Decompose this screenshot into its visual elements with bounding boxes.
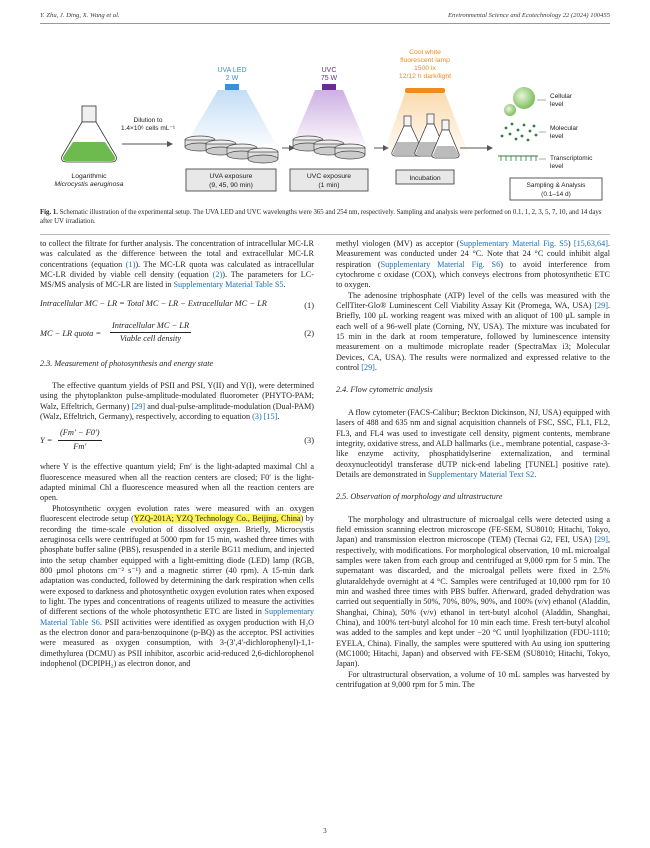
text: The effective quantum yields of PSII and PSI, Y(II) and Y(I), were determined using the phytoplankton pulse-amplitude-modulated fluorometer (PHYTO-PAM; Walz, Effeltrich, Germany) [40,381,314,411]
text: ). The parameters for LC-MS/MS analysis of MC-LR are listed in [40,270,314,290]
caption-text: Schematic illustration of the experimental setup. The UVA LED and UVC wavelengths were 365 and 254 nm, respectively. Sampling and analysis were performed on 0.1, 1, 2, 3, 5, 7, 10, and 14 days after UV irradiation. [40,209,602,226]
equation-1-number: (1) [304,300,314,310]
equation-2-numerator: Intracellular MC − LR [110,321,191,333]
equation-3-denominator: Fm′ [73,441,87,451]
left-column [40,239,314,669]
text: . Measurement was conducted under 24 °C. Note that 24 °C could inhibit algal respiration ( [336,239,610,269]
text: . [374,363,377,373]
section-heading-2-3: 2.3. Measurement of photosynthesis and energy state [40,358,214,368]
equation-3-fraction [58,428,102,452]
equation-1 [40,299,314,313]
uvc-exposure-label: UVC exposure [306,173,352,180]
dilution-concentration: 1.4×10⁶ cells mL⁻¹ [121,125,175,132]
text: ) by recording the time-scale evolution of dissolved oxygen. Briefly, Microcystis aeruginosa cells were centrifuged at 5000 rpm for 15 min, washed three times with phosphate buffer saline (PBS), resuspended in a sterile BG11 medium, and injected into the setup chamber equipped with a light-emitting diode (LED) lamp (RGB, 800 μmol photons cm⁻² s⁻¹) and a magnetic stirrer (40 rpm). A 15-min dark adaptation was conducted, followed by determining the dark respiration when cells were exposed to darkness and photosynthetic oxygen evolution rates when exposed to light. The types and concentrations of reagents utilized to measure the activities of different sections of the whole photosynthetic ETC are listed in [40,514,314,617]
cellular-label: Cellular [550,93,573,100]
equation-2-number: (2) [304,328,314,338]
lamp-label-line2: fluorescent lamp [400,57,450,64]
uvc-power: 75 W [320,75,338,82]
right-paragraph-4 [336,515,610,670]
section-heading-2-5: 2.5. Observation of morphology and ultrastructure [336,492,503,502]
right-paragraph-1 [336,239,610,291]
cellular-level: level [550,101,564,108]
incubation-label: Incubation [409,175,441,182]
uva-exposure-times: (9, 45, 90 min) [209,182,253,189]
citation-link[interactable]: [29] [361,363,375,373]
text: ). The MC-LR quota was calculated as intracellular MC-LR divided by viable cell density (equation [40,259,314,280]
figure-caption [40,208,610,226]
right-paragraph-5: For ultrastructural observation, a volume of 10 mL samples was harvested by centrifugation at 9,000 rpm for 5 min. The [336,669,610,690]
lamp-label-line1: Cool white [409,49,441,56]
citation-link[interactable]: [15] [263,412,278,422]
highlighted-text: YZQ-201A; YZQ Technology Co., Beijing, China [133,514,301,524]
text: . [534,469,537,479]
equation-3-lhs: Y = [40,436,53,446]
left-paragraph-2 [40,381,314,422]
sampling-period: (0.1–14 d) [541,191,571,198]
equation-3-numerator: (Fm′ − F0′) [58,428,102,440]
text: and dual-pulse-amplitude-modulation (Dual-PAM) (Walz, Effeltrich, Germany), respectively, according to equation [40,401,314,422]
right-paragraph-2 [336,291,610,374]
supplementary-table-s5-link[interactable]: Supplementary Material Table S5 [173,280,284,290]
uvc-lamp-icon [292,84,366,144]
text: Photosynthetic oxygen evolution rates were measured with an oxygen fluorescent electrode setup ( [40,503,314,524]
sampling-label: Sampling & Analysis [526,182,586,189]
uvc-exposure-time: (1 min) [318,182,340,189]
text: . [277,412,280,422]
text: . [283,280,286,290]
supplementary-table-s6-link[interactable]: Supplementary Material Table S6 [40,607,314,627]
text: . Briefly, 100 μL working reagent was mixed with an aliquot of 100 μL sample in each well of a 96-well plate (Corning, NY, USA). The mixture was incubated for 15 min in the dark at room temperature, followed by luminescence intensity measurement on a multimode microplate reader (SpectraMax i3; Molecular Devices, CA, USA). The results were normalized and expressed relative to the control [336,301,610,373]
lamp-illuminance: 1500 lx [414,65,436,72]
uva-exposure-label: UVA exposure [209,173,253,180]
equation-1-body: Intracellular MC − LR = Total MC − LR − Extracellular MC − LR [40,298,267,308]
text: The morphology and ultrastructure of microalgal cells were detected using a field emission scanning electron microscope (FE-SEM, SU8010; Hitachi, Tokyo, Japan) and transmission electron microscope (TEM) (Tecnai G2, FEI, USA) [336,514,610,545]
text: methyl viologen (MV) as acceptor ( [336,239,460,248]
equation-link-2[interactable]: (2) [212,270,223,280]
culture-label-line1: Logarithmic [71,173,107,180]
citation-link[interactable]: [29] [594,535,608,545]
equation-3 [40,428,314,454]
right-column [336,239,610,690]
supplementary-text-s2-link[interactable]: Supplementary Material Text S2 [427,469,535,479]
transcript-icon [498,156,538,161]
left-paragraph-3: where Y is the effective quantum yield; Fm′ is the light-adapted maximal Chl a fluorescence measured when all the reaction centers are closed; F0′ is the light-adapted minimal Chl a fluorescence measured when all the reaction centers are open. [40,462,314,503]
citation-link[interactable]: [15,63,64] [573,239,608,248]
running-header-authors: Y. Zhu, J. Ding, X. Wang et al. [40,12,120,19]
equation-2 [40,321,314,347]
text: The adenosine triphosphate (ATP) level of the cells was measured with the CellTiter-Glo® Luminescent Cell Viability Assay Kit (Promega, WA, USA) [336,290,610,311]
citation-link[interactable]: [29] [131,401,146,411]
uva-led-label: UVA LED [217,67,247,74]
text: . PSII activities were identified as oxygen production with H₂O as the electron donor and para-benzoquinone (p-BQ) as the acceptor. PSI activities were measured as oxygen consumption, with 3-(3′,4′-dichlorophenyl)-1,1-dimethylurea (DCMU) as PSII inhibitor, ascorbic acid-reduced 2,6-dichlorophenol indophenol (DCPIPH₂) as electron donor, and [40,617,314,668]
text: to collect the filtrate for further analysis. The concentration of intracellular MC-LR was calculated as the difference between the total and extracellular MC-LR concentrations (equation [40,239,314,269]
equation-2-denominator: Viable cell density [119,334,182,344]
caption-label: Fig. 1. [40,209,58,216]
molecular-label: Molecular [550,125,579,132]
equation-link-3[interactable]: (3) [252,412,262,422]
cell-icon [504,87,535,116]
molecule-dots-icon [501,123,538,142]
supplementary-fig-s6-link[interactable]: Supplementary Material Fig. S6 [380,259,501,269]
culture-label-line2: Microcystis aeruginosa [54,181,124,188]
transcriptomic-level: level [550,163,564,170]
uvc-label: UVC [321,67,337,74]
equation-2-lhs: MC − LR quota = [40,328,102,338]
citation-link[interactable]: [29] [594,301,608,311]
left-paragraph-1 [40,239,314,291]
text: ) [567,239,574,248]
equation-3-number: (3) [304,436,314,446]
molecular-level: level [550,133,564,140]
equation-2-fraction [110,321,191,345]
right-paragraph-3 [336,408,610,480]
text: , respectively, with modifications. For morphological observation, 10 mL microalgal samples were taken from each group and centrifuged at 9,000 rpm for 5 min. The supernatant was discarded, and the microalgal pellets were fixed in 2.5% glutaraldehyde overnight at 4 °C. Samples were centrifuged at 10,000 rpm for 10 min and washed three times with PBS buffer. Afterward, graded dehydration was carried out sequentially in 50%, 70%, 80%, 90%, and 100% (v/v) ethanol (Aladdin, Shanghai, China), 50% (v/v) ethanol in tert-butyl alcohol (Aladdin, Shanghai, China), and 100% tert-butyl alcohol for 10 min each time. Fresh tert-butyl alcohol was added to the samples and kept under −20 °C until lyophilization (FDU-1110; EYELA, China). Finally, the samples were sputtered with Au using ion sputtering (MC1000; Hitachi, Japan) and observed with FE-SEM (SU8010; Hitachi, Tokyo, Japan). [336,535,610,669]
equation-link-1[interactable]: (1) [125,259,136,269]
left-paragraph-4 [40,504,314,670]
section-heading-2-4: 2.4. Flow cytometric analysis [336,385,433,395]
supplementary-fig-s5-link[interactable]: Supplementary Material Fig. S5 [459,239,568,248]
running-header-journal: Environmental Science and Ecotechnology 22 (2024) 100455 [448,12,610,19]
figure-1-schematic [40,24,610,214]
text: A flow cytometer (FACS-Calibur; Beckton Dickinson, NJ, USA) equipped with lasers of 488 and 635 nm and signal acquisition channels of FSC, SSC, FL1, FL2, FL3, and FL4 was used to investigate cell density, pigment contents, membrane integrity, oxidative stress, and ALD hallmarks (i.e., membrane potential, caspase-3-like enzyme activity, phosphatidylserine externalization, and terminal deoxynucleotidyl transferase dUTP nick-end labeling [TUNEL] positive rate). Details are demonstrated in [336,407,610,479]
uva-led-power: 2 W [225,75,239,82]
lamp-photoperiod: 12/12 h dark/light [398,73,452,80]
uva-led-lamp-icon [186,84,276,144]
text: ) to avoid interference from cytochrome c oxidase (COX), which conveys electrons from photosynthetic ETC to oxygen. [336,259,610,290]
culture-flask-icon [62,106,117,162]
caption-rule [40,234,610,235]
page-number: 3 [323,828,327,835]
transcriptomic-label: Transcriptomic [550,155,593,162]
dilution-label: Dilution to [133,117,163,124]
